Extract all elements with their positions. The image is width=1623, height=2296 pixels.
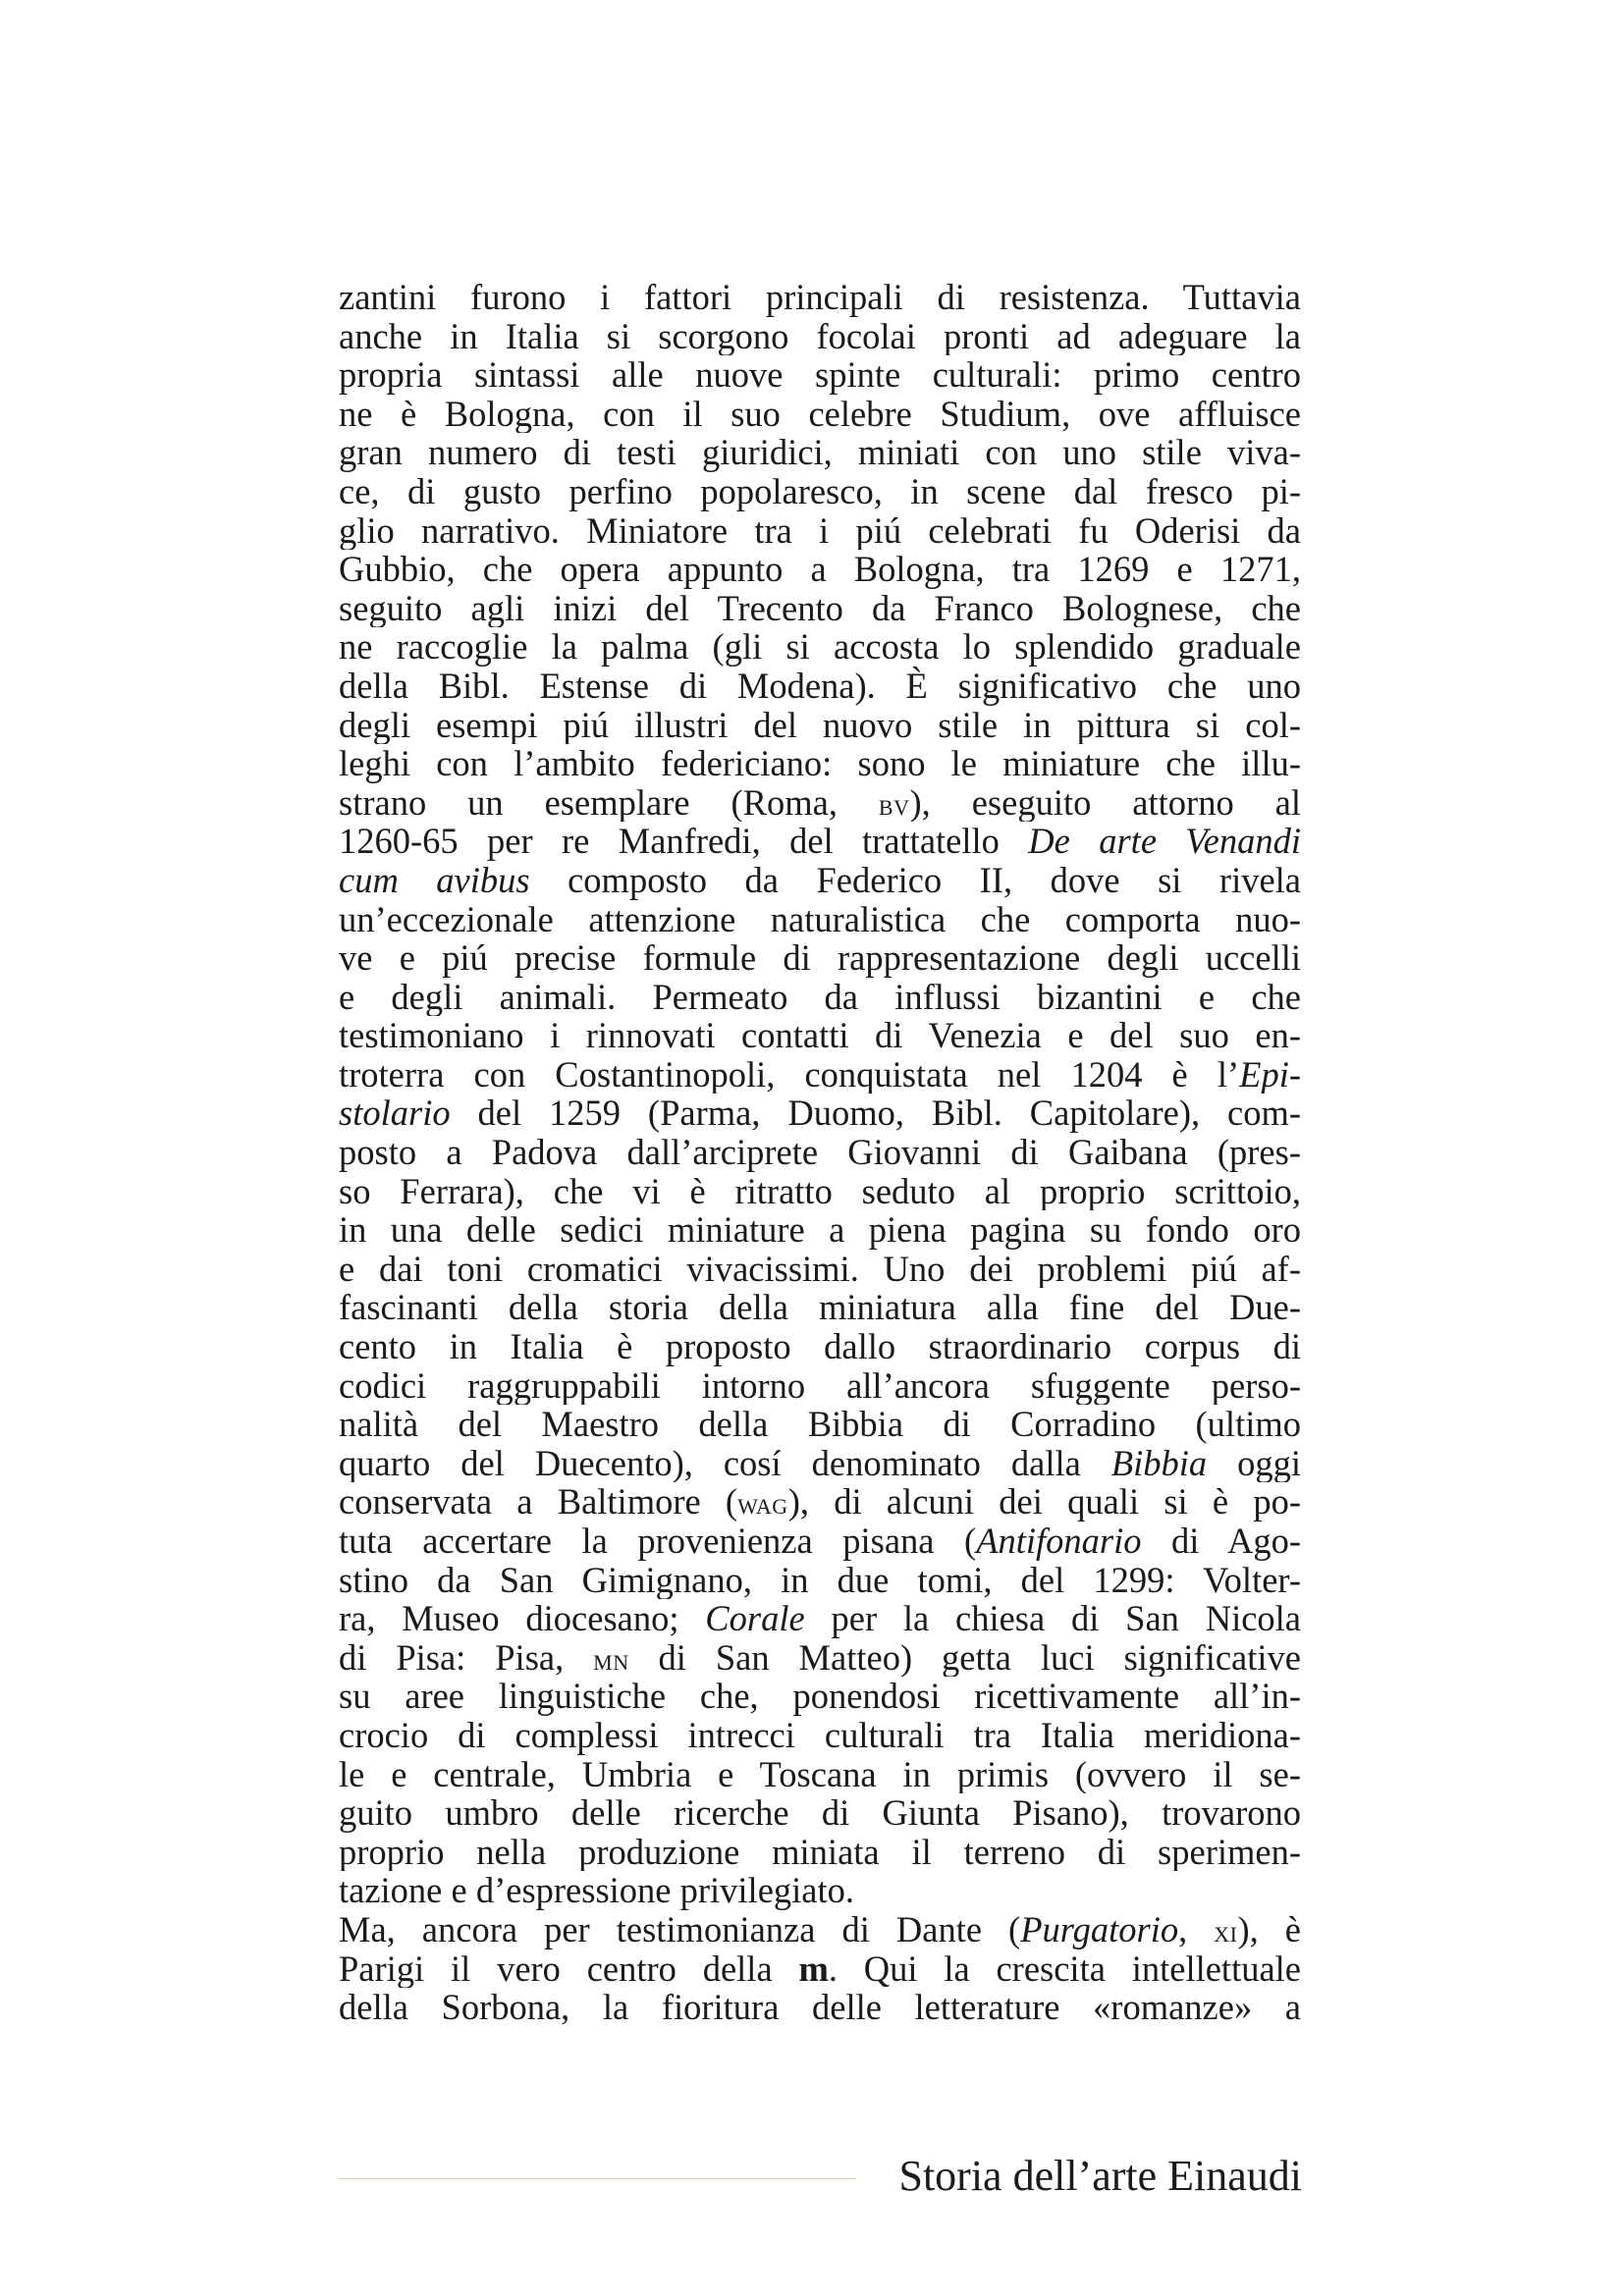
text-line: guito umbro delle ricerche di Giunta Pisano), trovarono: [339, 1793, 1301, 1833]
text-line: troterra con Costantinopoli, conquistata nel 1204 è l’Epi-: [339, 1054, 1301, 1095]
italic-title: stolario: [339, 1094, 451, 1134]
text-line: degli esempi piú illustri del nuovo stile in pittura si col-: [339, 705, 1301, 745]
text-line: nalità del Maestro della Bibbia di Corradino (ultimo: [339, 1405, 1301, 1444]
text-line: 1260-65 per re Manfredi, del trattatello De arte Venandi: [339, 822, 1301, 861]
text-line: su aree linguistiche che, ponendosi ricettivamente all’in-: [339, 1677, 1301, 1716]
text-line: testimoniano i rinnovati contatti di Venezia e del suo en-: [339, 1016, 1301, 1055]
text-line: cum avibus composto da Federico II, dove si rivela: [339, 860, 1301, 900]
abbreviation: mn: [593, 1641, 629, 1677]
text-line: della Bibl. Estense di Modena). È significativo che uno: [339, 666, 1301, 706]
italic-title: Corale: [705, 1599, 805, 1638]
text-line: anche in Italia si scorgono focolai pronti ad adeguare la: [339, 316, 1301, 356]
text-line: di Pisa: Pisa, mn di San Matteo) getta luci significative: [339, 1637, 1301, 1678]
text-line: propria sintassi alle nuove spinte culturali: primo centro: [339, 355, 1301, 395]
text-line: ne raccoglie la palma (gli si accosta lo splendido graduale: [339, 627, 1301, 667]
italic-title: Epi-: [1239, 1054, 1301, 1095]
text-line: so Ferrara), che vi è ritratto seduto al proprio scrittoio,: [339, 1171, 1301, 1211]
text-line: in una delle sedici miniature a piena pagina su fondo oro: [339, 1210, 1301, 1250]
text-line: crocio di complessi intrecci culturali tra Italia meridiona-: [339, 1715, 1301, 1755]
text-line: stino da San Gimignano, in due tomi, del 1299: Volter-: [339, 1560, 1301, 1600]
text-line: strano un esemplare (Roma, bv), eseguito attorno al: [339, 782, 1301, 823]
italic-title: Antifonario: [976, 1522, 1142, 1561]
bold-term: m: [798, 1949, 829, 1989]
text-line: leghi con l’ambito federiciano: sono le miniature che illu-: [339, 744, 1301, 783]
text-line: conservata a Baltimore (wag), di alcuni dei quali si è po-: [339, 1482, 1301, 1522]
text-line: ve e piú precise formule di rappresentazione degli uccelli: [339, 938, 1301, 978]
italic-title: De arte Venandi: [1028, 822, 1301, 861]
footer-rule: [339, 2178, 856, 2179]
text-line: ne è Bologna, con il suo celebre Studium, ove affluisce: [339, 394, 1301, 434]
text-line: stolario del 1259 (Parma, Duomo, Bibl. Capitolare), com-: [339, 1094, 1301, 1134]
text-line: Gubbio, che opera appunto a Bologna, tra 1269 e 1271,: [339, 550, 1301, 589]
abbreviation: wag: [737, 1486, 788, 1522]
text-line: tuta accertare la provenienza pisana (Antifonario di Ago-: [339, 1522, 1301, 1561]
text-line: tazione e d’espressione privilegiato.: [339, 1871, 855, 1910]
text-line: un’eccezionale attenzione naturalistica che comporta nuo-: [339, 899, 1301, 939]
footer-title: Storia dell’arte Einaudi: [898, 2152, 1302, 2200]
text-line: Ma, ancora per testimonianza di Dante (Purgatorio, xi), è: [339, 1909, 1301, 1949]
abbreviation: xi: [1214, 1913, 1238, 1949]
text-line: le e centrale, Umbria e Toscana in primis (ovvero il se-: [339, 1754, 1301, 1794]
text-line: gran numero di testi giuridici, miniati con uno stile viva-: [339, 433, 1301, 472]
text-line: ra, Museo diocesano; Corale per la chiesa di San Nicola: [339, 1599, 1301, 1638]
text-line: e dai toni cromatici vivacissimi. Uno dei problemi piú af-: [339, 1249, 1301, 1289]
text-line: codici raggruppabili intorno all’ancora sfuggente perso-: [339, 1365, 1301, 1406]
italic-title: cum avibus: [339, 860, 530, 900]
text-line: e degli animali. Permeato da influssi bizantini e che: [339, 977, 1301, 1017]
text-line: posto a Padova dall’arciprete Giovanni di Gaibana (pres-: [339, 1133, 1301, 1172]
italic-title: Purgatorio: [1020, 1909, 1179, 1949]
text-line: proprio nella produzione miniata il terreno di sperimen-: [339, 1832, 1301, 1872]
abbreviation: bv: [878, 786, 910, 822]
text-line: Parigi il vero centro della m. Qui la crescita intellettuale: [339, 1949, 1301, 1989]
text-line: quarto del Duecento), cosí denominato dalla Bibbia oggi: [339, 1443, 1301, 1483]
italic-title: Bibbia: [1110, 1443, 1208, 1483]
text-line: cento in Italia è proposto dallo straordinario corpus di: [339, 1327, 1301, 1366]
text-line: della Sorbona, la fioritura delle letterature «romanze» a: [339, 1988, 1301, 2027]
text-line: fascinanti della storia della miniatura alla fine del Due-: [339, 1288, 1301, 1328]
text-line: glio narrativo. Miniatore tra i piú celebrati fu Oderisi da: [339, 510, 1301, 551]
text-line: seguito agli inizi del Trecento da Franco Bolognese, che: [339, 588, 1301, 628]
text-line: zantini furono i fattori principali di resistenza. Tuttavia: [339, 278, 1301, 317]
body-text: [339, 278, 1301, 2027]
text-line: ce, di gusto perfino popolaresco, in scene dal fresco pi-: [339, 471, 1301, 511]
